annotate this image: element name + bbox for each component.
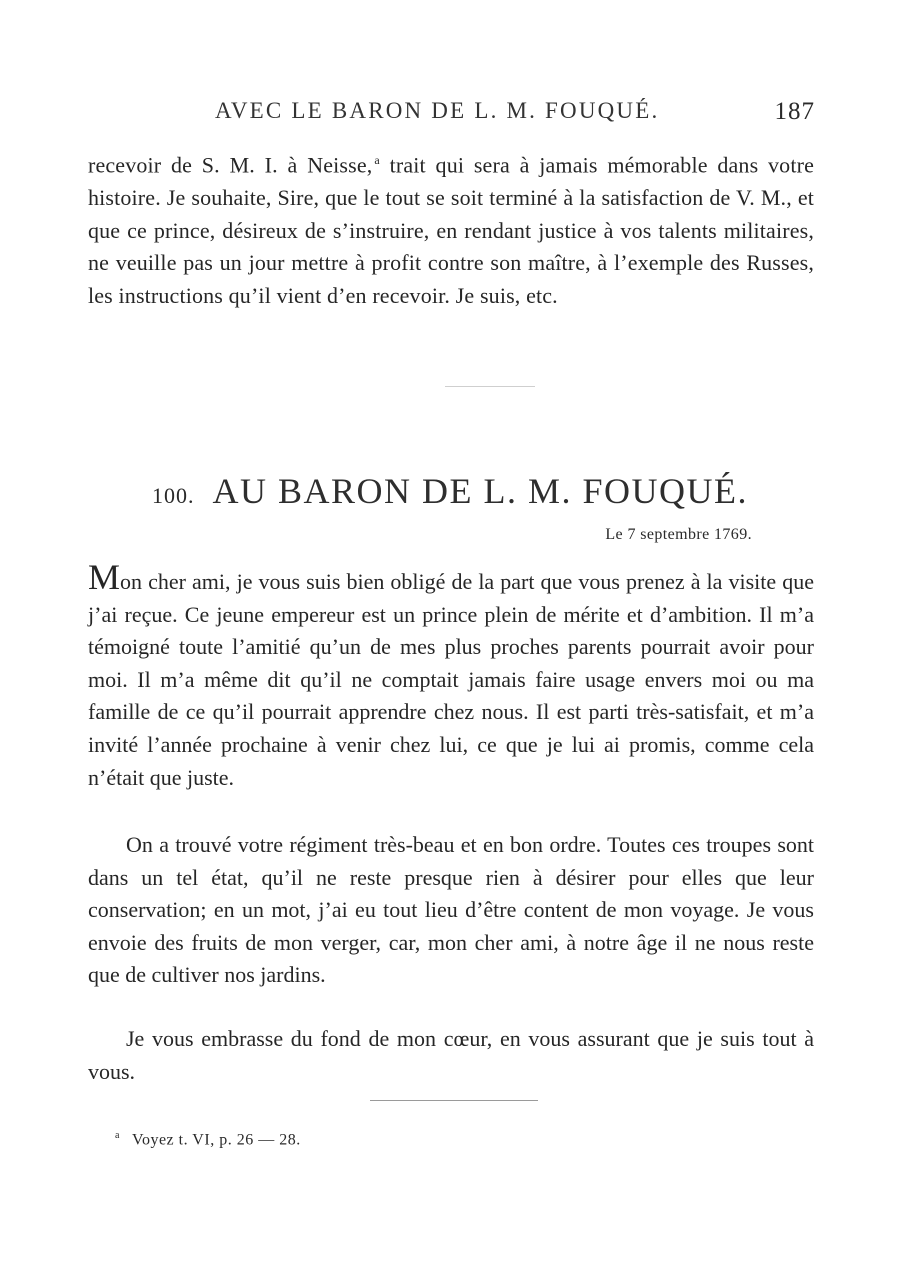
section-divider — [445, 386, 535, 387]
footnote-marker: a — [115, 1130, 120, 1141]
letter-paragraph-3: Je vous embrasse du fond de mon cœur, en vous assurant que je suis tout à vous. — [88, 1026, 814, 1084]
footnote — [115, 1130, 301, 1149]
continued-paragraph — [88, 144, 814, 312]
letter-heading — [0, 470, 900, 512]
letter-title: AU BARON DE L. M. FOUQUÉ. — [212, 471, 748, 511]
letter-dateline: Le 7 septembre 1769. — [605, 526, 752, 543]
initial-letter: M — [88, 557, 121, 597]
footnote-text: Voyez t. VI, p. 26 — 28. — [131, 1131, 301, 1149]
continued-text-start: recevoir de S. M. I. à Neisse, — [88, 152, 373, 178]
letter-number: 100. — [151, 483, 195, 508]
running-title: AVEC LE BARON DE L. M. FOUQUÉ. — [215, 98, 660, 123]
footnote-reference: a — [374, 153, 380, 167]
letter-paragraph-1 — [88, 557, 814, 794]
running-head — [215, 98, 815, 134]
paragraph-1-text: on cher ami, je vous suis bien obligé de la part que vous prenez à la visite que j’ai reçue. Ce jeune empereur est un prince plein de mérite et d’ambition. Il m’a témoigné toute l’amitié qu’un de mes plus proches parents pourrait avoir pour moi. Il m’a même dit qu’il ne comptait jamais faire usage envers moi ou ma famille de ce qu’il pourrait apprendre chez nous. Il est parti très-satisfait, et m’a invité l’année prochaine à venir chez lui, ce que je lui ai promis, comme cela n’était que juste. — [88, 569, 814, 790]
footnote-separator — [370, 1100, 538, 1101]
letter-paragraph-2: On a trouvé votre régiment très-beau et en bon ordre. Toutes ces troupes sont dans un tel état, qu’il ne reste presque rien à désirer pour elles que leur conservation; en un mot, j’ai eu tout lieu d’être content de mon voyage. Je vous envoie des fruits de mon verger, car, mon cher ami, à notre âge il ne nous reste que de cultiver nos jardins. — [88, 832, 814, 988]
continued-text-end: trait qui sera à jamais mémorable dans votre histoire. Je souhaite, Sire, que le tout se soit terminé à la satisfaction de V. M., et que ce prince, désireux de s’instruire, en rendant justice à vos talents militaires, ne veuille pas un jour mettre à profit contre son maître, à l’exemple des Russes, les instructions qu’il vient d’en recevoir. Je suis, etc. — [88, 152, 814, 308]
page-number: 187 — [774, 98, 815, 125]
